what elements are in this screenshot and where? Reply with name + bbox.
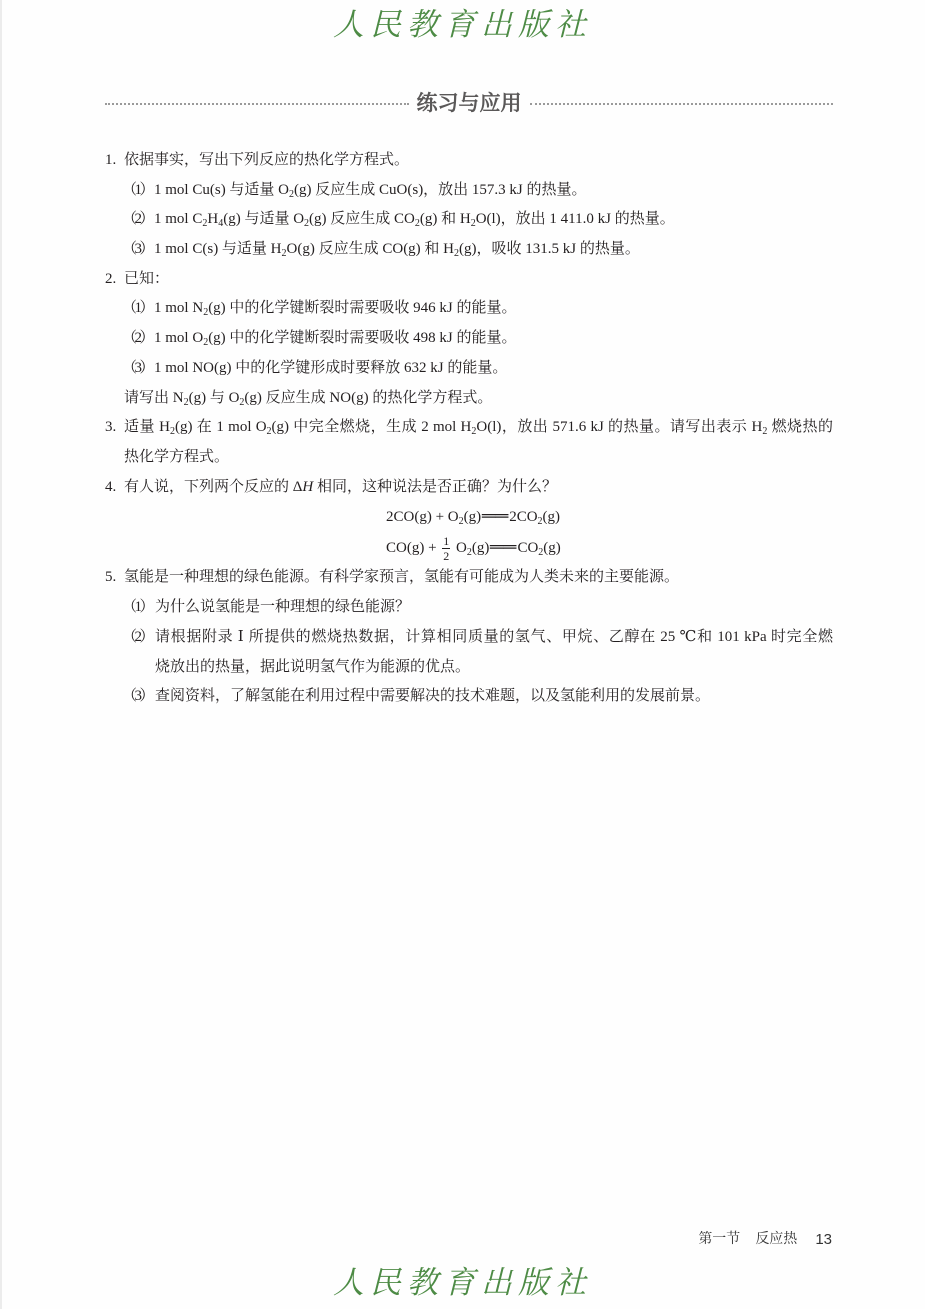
subscript: 2 — [471, 426, 477, 438]
text-run: CO(g) + — [386, 539, 441, 556]
question-text — [124, 449, 229, 465]
footer-section-title: 反应热 — [755, 1232, 798, 1247]
question-number: 4. — [105, 478, 117, 495]
exercise-list — [105, 146, 833, 712]
question-text — [124, 390, 492, 406]
fraction-numerator: 1 — [443, 534, 450, 548]
text-run: 2CO(g) + O — [386, 509, 459, 526]
subscript: 2 — [537, 516, 543, 528]
footer-section-number: 第一节 — [698, 1232, 741, 1247]
text-run: H — [207, 211, 219, 228]
item-text — [154, 241, 640, 260]
subscript: 2 — [203, 307, 209, 319]
question-2-item-3 — [105, 354, 833, 384]
item-text — [155, 659, 470, 675]
question-5-item-2-line-2 — [105, 653, 833, 683]
chemical-equation — [386, 534, 561, 563]
publisher-logo-top: 人民教育出版社 — [333, 7, 592, 43]
question-number: 2. — [105, 270, 117, 287]
subscript: 2 — [281, 248, 287, 260]
text-run: (g)，吸收 131.5 kJ 的热量。 — [459, 241, 640, 258]
text-run: (g) — [543, 539, 561, 556]
equation-1 — [105, 502, 833, 532]
question-text — [124, 569, 679, 585]
question-3-line-1 — [105, 413, 833, 443]
question-1-stem — [105, 146, 833, 176]
section-title-bar — [105, 92, 833, 116]
reaction-equals-sign: ══ — [482, 507, 509, 526]
subscript: 2 — [183, 396, 189, 408]
subscript: 2 — [466, 546, 472, 558]
text-run: 为什么说氢能是一种理想的绿色能源？ — [155, 599, 411, 616]
page-number: 13 — [815, 1231, 832, 1248]
page-edge — [0, 0, 2, 1309]
question-1-item-2 — [105, 205, 833, 235]
subscript: 2 — [458, 516, 464, 528]
fraction-denominator: 2 — [443, 549, 450, 563]
text-run: 有人说，下列两个反应的 Δ — [124, 478, 303, 495]
question-2-item-2 — [105, 324, 833, 354]
item-label: （3） — [122, 359, 153, 376]
text-run: O(l)，放出 571.6 kJ 的热量。请写出表示 H — [476, 419, 763, 436]
question-3-line-2 — [105, 443, 833, 473]
text-run: 已知： — [124, 270, 170, 287]
chemical-equation — [386, 507, 561, 528]
text-run: (g) 中完全燃烧，生成 2 mol H — [271, 419, 472, 436]
item-text — [155, 688, 710, 704]
text-run: (g) — [463, 509, 482, 526]
text-run: (g) 和 H — [419, 211, 471, 228]
question-text — [124, 419, 833, 438]
item-text — [155, 599, 410, 615]
text-run: (g) 与 O — [188, 389, 240, 406]
text-run: 1 mol C — [154, 211, 203, 228]
question-5-item-3 — [105, 682, 833, 712]
text-run: 相同，这种说法是否正确？为什么？ — [313, 478, 558, 495]
question-2-item-1 — [105, 294, 833, 324]
question-number: 1. — [105, 152, 117, 168]
subscript: 4 — [218, 218, 224, 230]
item-label: （2） — [122, 628, 153, 645]
question-text — [124, 271, 169, 287]
text-run: O(g) 反应生成 CO(g) 和 H — [286, 241, 455, 258]
question-4-stem — [105, 473, 833, 503]
item-text — [154, 330, 517, 349]
publisher-logo-bottom: 人民教育出版社 — [333, 1265, 592, 1301]
text-run: 1 mol N — [154, 300, 204, 317]
text-run: 请根据附录 Ⅰ 所提供的燃烧热数据，计算相同质量的氢气、甲烷、乙醇在 25 ℃和 101 kPa 时完全燃 — [155, 628, 833, 645]
subscript: 2 — [203, 337, 209, 349]
question-2-stem — [105, 265, 833, 295]
item-label: （1） — [122, 300, 153, 317]
text-run: (g) 在 1 mol O — [175, 419, 267, 436]
question-5-stem — [105, 563, 833, 593]
item-label: （3） — [122, 688, 153, 705]
item-label: （2） — [122, 330, 153, 347]
item-text — [155, 629, 833, 645]
text-run: 热化学方程式。 — [124, 448, 230, 465]
item-text — [154, 360, 507, 376]
text-run: (g) 反应生成 CuO(s)，放出 157.3 kJ 的热量。 — [294, 181, 587, 198]
subscript: 2 — [170, 426, 176, 438]
reaction-equals-sign: ══ — [490, 537, 517, 556]
section-title: 练习与应用 — [416, 92, 522, 115]
item-text — [154, 182, 587, 198]
subscript: 2 — [414, 218, 420, 230]
item-label: （1） — [122, 181, 153, 198]
item-label: （2） — [122, 211, 153, 228]
text-run: 1 mol NO(g) 中的化学键形成时要释放 632 kJ 的能量。 — [154, 359, 508, 376]
text-run: 氢能是一种理想的绿色能源。有科学家预言，氢能有可能成为人类未来的主要能源。 — [124, 569, 680, 586]
item-label: （3） — [122, 241, 153, 258]
text-run: O — [452, 539, 467, 556]
question-5-item-1 — [105, 593, 833, 623]
text-run: 适量 H — [124, 419, 171, 436]
text-run: (g) — [542, 509, 561, 526]
text-run: 烧放出的热量，据此说明氢气作为能源的优点。 — [155, 658, 471, 675]
subscript: 2 — [454, 248, 460, 260]
subscript: 2 — [202, 218, 208, 230]
item-text — [154, 211, 675, 230]
subscript: 2 — [266, 426, 272, 438]
text-run: 依据事实，写出下列反应的热化学方程式。 — [124, 152, 410, 168]
text-run: (g) 中的化学键断裂时需要吸收 946 kJ 的能量。 — [208, 300, 517, 317]
subscript: 2 — [289, 188, 295, 200]
text-run: 2CO — [509, 509, 538, 526]
fraction — [442, 535, 450, 562]
item-text — [154, 300, 517, 319]
subscript: 2 — [470, 218, 476, 230]
question-5-item-2-line-1 — [105, 623, 833, 653]
question-2-request — [105, 384, 833, 414]
subscript: 2 — [239, 396, 245, 408]
text-run: (g) 反应生成 CO — [309, 211, 415, 228]
question-text — [124, 479, 557, 495]
text-run: (g) 反应生成 NO(g) 的热化学方程式。 — [244, 389, 493, 406]
text-run: 1 mol C(s) 与适量 H — [154, 241, 282, 258]
equation-2 — [105, 532, 833, 564]
dotted-rule-left — [105, 103, 409, 105]
subscript: 2 — [538, 546, 544, 558]
text-run: (g) — [471, 539, 490, 556]
text-run: 1 mol Cu(s) 与适量 O — [154, 181, 290, 198]
text-run: O(l)，放出 1 411.0 kJ 的热量。 — [475, 211, 675, 228]
subscript: 2 — [762, 426, 768, 438]
dotted-rule-right — [530, 103, 834, 105]
question-text — [124, 152, 409, 168]
question-number: 5. — [105, 569, 117, 586]
text-run: (g) 与适量 O — [223, 211, 305, 228]
question-1-item-3 — [105, 235, 833, 265]
question-number: 3. — [105, 419, 117, 436]
question-1-item-1 — [105, 176, 833, 206]
item-label: （1） — [122, 599, 153, 616]
text-run: 1 mol O — [154, 330, 204, 347]
text-run: 燃烧热的 — [767, 419, 833, 436]
text-run: 请写出 N — [124, 389, 184, 406]
text-run: 查阅资料，了解氢能在利用过程中需要解决的技术难题，以及氢能利用的发展前景。 — [155, 688, 711, 705]
text-run: CO — [517, 539, 539, 556]
subscript: 2 — [304, 218, 310, 230]
page-footer — [698, 1230, 832, 1250]
text-run: (g) 中的化学键断裂时需要吸收 498 kJ 的能量。 — [208, 330, 517, 347]
italic-symbol: H — [302, 478, 314, 495]
